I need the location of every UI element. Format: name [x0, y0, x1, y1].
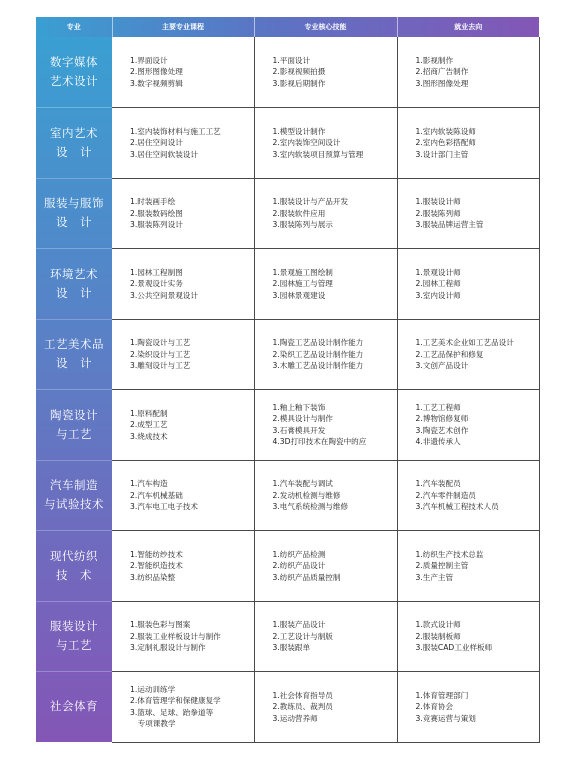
major-name-line: 与工艺: [56, 638, 92, 653]
skills-item: 1.纺织产品检测: [272, 549, 326, 559]
skills-cell: [254, 108, 397, 179]
major-name-line: 社会体育: [50, 699, 98, 714]
major-name-line: 服装与服饰: [44, 196, 104, 211]
major-name-line: 设 计: [56, 356, 92, 371]
jobs-item: 2.汽车零件制造员: [415, 490, 476, 500]
courses-item: 3.雕刻设计与工艺: [130, 361, 191, 370]
courses-item: 1.运动训练学: [130, 684, 176, 694]
table-row: [36, 672, 539, 743]
table-row: [36, 460, 539, 531]
major-cell: [36, 390, 112, 461]
courses-cell: [112, 37, 254, 108]
courses-cell: [112, 108, 254, 179]
skills-item: 3.室内软装项目预算与管理: [272, 149, 364, 159]
skills-item: 2.模具设计与制作: [272, 414, 333, 424]
jobs-cell: [397, 460, 539, 531]
table-row: [36, 108, 539, 179]
courses-item: 2.居住空间设计: [130, 138, 183, 147]
major-name-line: 艺术设计: [50, 74, 98, 88]
jobs-item: 1.工艺工程师: [415, 402, 461, 412]
courses-cell: [112, 672, 254, 743]
table-row: [36, 531, 539, 602]
skills-cell: [254, 37, 397, 108]
skills-cell: [254, 460, 397, 531]
skills-item: 1.釉上釉下装饰: [272, 402, 326, 412]
jobs-item: 3.图形图像处理: [415, 78, 469, 88]
skills-item: 2.影视视频拍摄: [272, 67, 326, 77]
jobs-cell: [397, 249, 539, 320]
jobs-cell: [397, 319, 539, 390]
skills-item: 2.纺织产品设计: [272, 561, 326, 570]
major-cell: [36, 531, 112, 602]
major-name-line: 数字媒体: [50, 55, 98, 69]
courses-item: 2.服装数码绘图: [130, 208, 183, 218]
major-cell: [36, 108, 112, 179]
jobs-item: 3.生产主管: [415, 572, 454, 582]
courses-item: 3.篮球、足球、跆拳道等: [130, 707, 214, 717]
skills-item: 3.影视后期制作: [272, 78, 326, 88]
jobs-item: 1.服装设计师: [415, 197, 461, 206]
skills-cell: [254, 249, 397, 320]
program-table-container: [36, 17, 539, 743]
skills-cell: [254, 319, 397, 390]
major-name-line: 工艺美术品: [44, 337, 104, 352]
jobs-item: 2.质量控制主管: [415, 561, 469, 570]
jobs-item: 2.博物馆修复师: [415, 414, 469, 424]
skills-item: 1.景观施工图绘制: [272, 267, 333, 277]
courses-item: 2.成型工艺: [130, 420, 168, 429]
courses-item: 3.纺织品染整: [130, 572, 176, 582]
header-major: 专业: [36, 17, 112, 37]
major-name-line: 环境艺术: [50, 266, 98, 281]
table-row: [36, 601, 539, 672]
major-cell: [36, 249, 112, 320]
courses-item: 3.汽车电工电子技术: [130, 502, 198, 511]
jobs-item: 2.服装制板师: [415, 631, 461, 641]
courses-cell: [112, 178, 254, 249]
jobs-item: 1.室内软装陈设师: [415, 126, 476, 136]
major-cell: [36, 672, 112, 743]
courses-item: 2.景观设计实务: [130, 279, 183, 288]
skills-item: 1.模型设计制作: [272, 126, 326, 136]
jobs-cell: [397, 672, 539, 743]
jobs-item: 1.景观设计师: [415, 267, 461, 277]
jobs-cell: [397, 601, 539, 672]
major-name-line: 室内艺术: [50, 125, 98, 140]
skills-item: 1.社会体育指导员: [272, 690, 333, 700]
table-row: [36, 178, 539, 249]
jobs-item: 4.非遗传承人: [415, 437, 461, 447]
courses-item: 2.图形图像处理: [130, 67, 183, 77]
skills-item: 1.服装产品设计: [272, 620, 326, 629]
major-name-line: 设 计: [56, 285, 92, 300]
skills-item: 1.陶瓷工艺品设计制作能力: [272, 338, 364, 347]
courses-item: 1.陶瓷设计与工艺: [130, 338, 191, 347]
major-name-line: 现代纺织: [50, 548, 98, 563]
major-name-line: 技 术: [56, 567, 92, 582]
courses-item: 3.烧成技术: [130, 431, 168, 441]
courses-item: 2.服装工业样板设计与制作: [130, 631, 221, 641]
major-cell: [36, 37, 112, 108]
courses-item: 2.体育管理学和保健康复学: [130, 696, 221, 706]
jobs-item: 3.陶瓷艺术创作: [415, 425, 469, 435]
jobs-cell: [397, 390, 539, 461]
jobs-cell: [397, 531, 539, 602]
skills-item: 2.教练员、裁判员: [272, 702, 333, 711]
major-cell: [36, 460, 112, 531]
jobs-cell: [397, 108, 539, 179]
courses-item: 3.居住空间软装设计: [130, 149, 198, 159]
header-skills: 专业核心技能: [254, 17, 397, 37]
skills-cell: [254, 390, 397, 461]
table-row: [36, 37, 539, 108]
courses-item: 3.定制礼服设计与制作: [130, 643, 206, 652]
jobs-item: 2.室内色彩搭配师: [415, 138, 476, 147]
skills-cell: [254, 178, 397, 249]
skills-item: 3.服装陈列与展示: [272, 220, 333, 229]
courses-item: 3.数字视频剪辑: [130, 78, 183, 88]
major-name-line: 与工艺: [56, 426, 92, 441]
major-cell: [36, 319, 112, 390]
courses-cell: [112, 601, 254, 672]
courses-cell: [112, 390, 254, 461]
courses-item: 1.界面设计: [130, 55, 168, 65]
jobs-item: 3.室内设计师: [415, 290, 461, 300]
jobs-item: 2.园林工程师: [415, 279, 461, 288]
jobs-cell: [397, 178, 539, 249]
courses-item: 3.公共空间景观设计: [130, 290, 198, 300]
skills-item: 2.园林施工与管理: [272, 279, 333, 288]
skills-item: 3.园林景观建设: [272, 290, 326, 300]
skills-item: 2.服装软件应用: [272, 208, 326, 218]
skills-item: 2.室内装饰空间设计: [272, 138, 341, 147]
courses-item: 1.汽车构造: [130, 479, 168, 488]
table-row: [36, 249, 539, 320]
courses-cell: [112, 460, 254, 531]
jobs-item: 3.文创产品设计: [415, 361, 469, 370]
courses-item: 1.服装色彩与图案: [130, 620, 191, 629]
jobs-item: 2.服装陈列师: [415, 208, 461, 218]
jobs-item: 1.汽车装配员: [415, 479, 461, 488]
skills-item: 4.3D打印技术在陶瓷中的应: [272, 437, 367, 447]
major-cell: [36, 601, 112, 672]
courses-item: 2.染织设计与工艺: [130, 349, 191, 359]
courses-item: 2.汽车机械基础: [130, 490, 183, 500]
courses-item: 1.智能纺纱技术: [130, 549, 183, 559]
courses-item: 3.服装陈列设计: [130, 220, 183, 229]
skills-item: 1.服装设计与产品开发: [272, 197, 349, 206]
major-name-line: 服装设计: [50, 619, 98, 634]
table-body: [36, 37, 539, 742]
major-name-line: 汽车制造: [50, 478, 98, 493]
skills-item: 2.发动机检测与维修: [272, 490, 341, 500]
major-name-line: 设 计: [56, 144, 92, 159]
table-row: [36, 390, 539, 461]
skills-item: 3.石膏模具开发: [272, 425, 326, 435]
header-jobs: 就业去向: [454, 23, 483, 31]
skills-cell: [254, 531, 397, 602]
jobs-item: 1.工艺美术企业如工艺品设计: [415, 338, 514, 347]
courses-cell: [112, 319, 254, 390]
jobs-item: 1.纺织生产技术总监: [415, 549, 484, 559]
major-name-line: 与试验技术: [44, 497, 104, 512]
skills-item: 3.纺织产品质量控制: [272, 572, 341, 582]
jobs-item: 3.竞赛运营与策划: [415, 713, 476, 723]
major-name-line: 设 计: [56, 215, 92, 230]
courses-item: 1.园林工程制图: [130, 267, 183, 277]
jobs-item: 3.汽车机械工程技术人员: [415, 502, 499, 511]
skills-item: 1.平面设计: [272, 55, 311, 65]
major-name-line: 陶瓷设计: [50, 407, 98, 422]
major-cell: [36, 178, 112, 249]
skills-cell: [254, 672, 397, 743]
jobs-item: 3.服装品牌运营主管: [415, 220, 484, 229]
skills-item: 3.运动营养师: [272, 713, 318, 723]
jobs-item: 1.影视制作: [415, 55, 454, 65]
jobs-item: 2.体育协会: [415, 702, 454, 711]
skills-item: 3.木雕工艺品设计制作能力: [272, 361, 364, 370]
header-courses: 主要专业课程: [112, 17, 254, 37]
table-row: [36, 319, 539, 390]
table-header-row: [36, 17, 539, 37]
jobs-item: 1.体育管理部门: [415, 690, 469, 700]
skills-item: 2.工艺设计与制版: [272, 631, 333, 641]
courses-item: 1.室内装饰材料与施工工艺: [130, 126, 221, 136]
skills-cell: [254, 601, 397, 672]
courses-item: 2.智能织造技术: [130, 561, 183, 570]
courses-item: 专项课教学: [130, 719, 176, 729]
jobs-item: 2.工艺品保护和修复: [415, 349, 484, 359]
courses-item: 1.时装画手绘: [130, 197, 176, 206]
courses-item: 1.原料配制: [130, 408, 168, 418]
skills-item: 3.电气系统检测与维修: [272, 502, 349, 511]
jobs-item: 3.服装CAD工业样板师: [415, 643, 493, 652]
jobs-cell: [397, 37, 539, 108]
courses-cell: [112, 249, 254, 320]
courses-cell: [112, 531, 254, 602]
jobs-item: 1.款式设计师: [415, 620, 461, 629]
program-table: [36, 17, 540, 743]
skills-item: 3.服装跟单: [272, 643, 311, 652]
jobs-item: 3.设计部门主管: [415, 149, 469, 159]
skills-item: 1.汽车装配与调试: [272, 479, 333, 488]
jobs-item: 2.招商广告制作: [415, 67, 469, 77]
skills-item: 2.染织工艺品设计制作能力: [272, 349, 364, 359]
